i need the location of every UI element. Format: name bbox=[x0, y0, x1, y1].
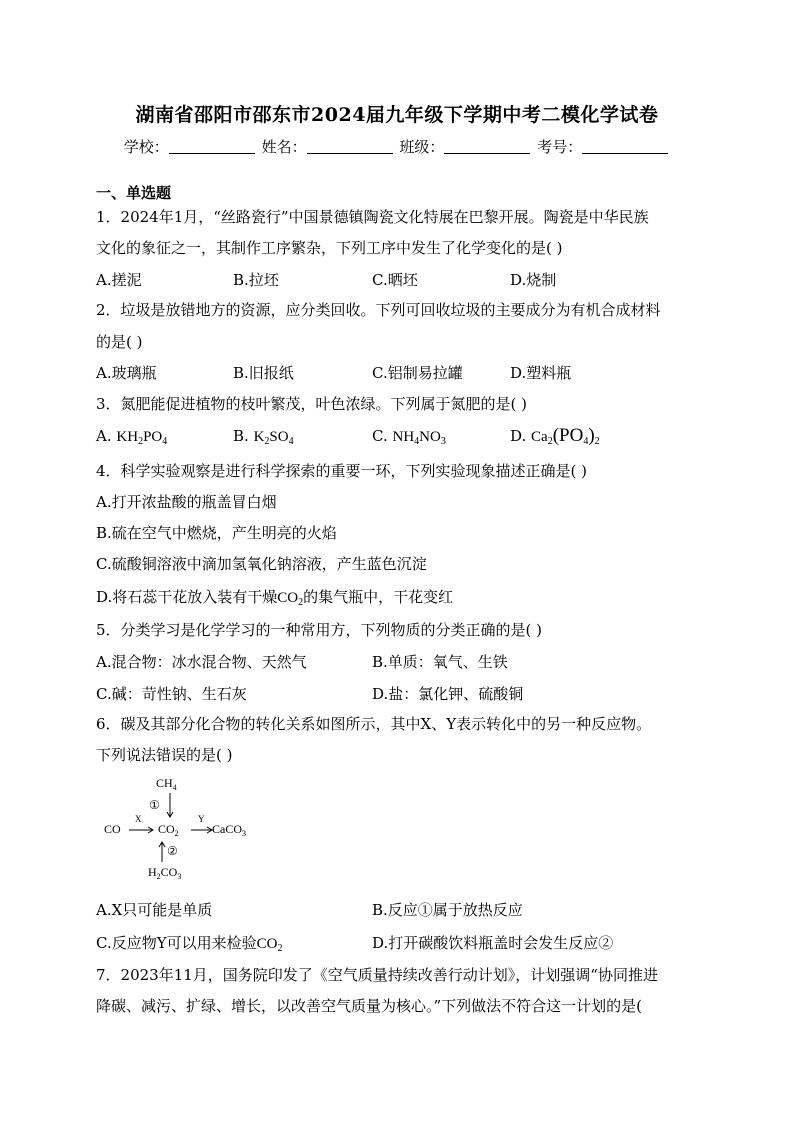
formula-part: Ca bbox=[531, 429, 548, 445]
formula-part: PO bbox=[143, 429, 163, 445]
label-y: Y bbox=[198, 814, 205, 824]
formula-subscript: 2 bbox=[174, 829, 179, 838]
formula-co2 bbox=[257, 936, 283, 952]
q5-option-b: B.单质：氧气、生铁 bbox=[372, 653, 508, 671]
q6-option-d: D.打开碳酸饮料瓶盖时会发生反应② bbox=[372, 934, 614, 952]
school-label: 学校： bbox=[123, 138, 169, 156]
q3-option-a bbox=[96, 427, 167, 447]
exam-number-blank[interactable] bbox=[582, 139, 668, 154]
q5-option-d: D.盐：氯化钾、硫酸铜 bbox=[372, 685, 524, 703]
q3-option-d bbox=[510, 425, 600, 447]
formula-part: CH bbox=[156, 776, 173, 790]
formula-part: CO bbox=[160, 865, 178, 879]
q1-option-d: D.烧制 bbox=[510, 271, 557, 289]
q7-line1: 7．2023年11月，国务院印发了《空气质量持续改善行动计划》，计划强调“协同推进 bbox=[96, 966, 658, 984]
q6-option-c bbox=[96, 932, 282, 954]
q3-option-b-letter: B. bbox=[233, 427, 249, 445]
q1-line1: 1．2024年1月，“丝路瓷行”中国景德镇陶瓷文化特展在巴黎开展。陶瓷是中华民族 bbox=[96, 208, 649, 226]
formula-subscript: 2 bbox=[277, 943, 283, 954]
marker-1: ① bbox=[149, 798, 160, 812]
student-info-row bbox=[0, 136, 794, 157]
formula-part: CO bbox=[158, 822, 175, 836]
label-x: X bbox=[135, 814, 142, 824]
label-caco3 bbox=[212, 822, 246, 838]
name-blank[interactable] bbox=[307, 139, 393, 154]
q4-option-b: B.硫在空气中燃烧，产生明亮的火焰 bbox=[96, 524, 337, 542]
q2-line1: 2．垃圾是放错地方的资源，应分类回收。下列可回收垃圾的主要成分为有机合成材料 bbox=[96, 301, 661, 319]
formula-subscript: 2 bbox=[594, 436, 600, 447]
formula-subscript: 4 bbox=[162, 436, 168, 447]
formula-subscript: 2 bbox=[547, 436, 553, 447]
formula-part: KH bbox=[116, 429, 139, 445]
formula-subscript: 4 bbox=[583, 436, 589, 447]
q2-option-d: D.塑料瓶 bbox=[510, 364, 572, 382]
formula-part: CO bbox=[277, 590, 299, 606]
q4-line1: 4．科学实验观察是进行科学探索的重要一环，下列实验现象描述正确是( ) bbox=[96, 462, 588, 480]
formula-part: (PO bbox=[552, 425, 584, 446]
q3-option-c-letter: C. bbox=[372, 427, 388, 445]
q1-option-c: C.晒坯 bbox=[372, 271, 418, 289]
formula-part: NO bbox=[419, 429, 441, 445]
formula-subscript: 3 bbox=[177, 872, 182, 881]
q4-option-c: C.硫酸铜溶液中滴加氢氧化钠溶液，产生蓝色沉淀 bbox=[96, 555, 427, 573]
q5-option-c: C.碱：苛性钠、生石灰 bbox=[96, 685, 247, 703]
q3-line1: 3．氮肥能促进植物的枝叶繁茂，叶色浓绿。下列属于氮肥的是( ) bbox=[96, 395, 528, 413]
formula-subscript: 2 bbox=[298, 597, 304, 608]
formula-part: K bbox=[253, 429, 265, 445]
q4-option-d-text: D.将石蕊干花放入装有干燥 bbox=[96, 588, 278, 606]
q4-option-a: A.打开浓盐酸的瓶盖冒白烟 bbox=[96, 493, 277, 511]
formula-co2 bbox=[277, 590, 303, 606]
formula-part: NH bbox=[392, 429, 415, 445]
formula-part: CaCO bbox=[212, 822, 242, 836]
formula-subscript: 3 bbox=[242, 829, 246, 838]
marker-2: ② bbox=[167, 844, 178, 858]
q1-line2: 文化的象征之一，其制作工序繁杂，下列工序中发生了化学变化的是( ) bbox=[96, 239, 563, 257]
q6-option-b: B.反应①属于放热反应 bbox=[372, 901, 523, 919]
formula-part: ) bbox=[588, 425, 595, 446]
formula-part: CO bbox=[256, 936, 278, 952]
label-co: CO bbox=[104, 822, 121, 836]
label-ch4 bbox=[156, 776, 177, 792]
q6-option-a: A.X只可能是单质 bbox=[96, 901, 213, 919]
q5-option-a: A.混合物：冰水混合物、天然气 bbox=[96, 653, 307, 671]
q6-option-c-text: C.反应物Y可以用来检验 bbox=[96, 934, 257, 952]
formula-part: H bbox=[148, 865, 157, 879]
page-title: 湖南省邵阳市邵东市2024届九年级下学期中考二模化学试卷 bbox=[135, 104, 659, 126]
formula-subscript: 2 bbox=[156, 872, 161, 881]
formula-ca3po42 bbox=[531, 425, 600, 447]
formula-subscript: 4 bbox=[288, 436, 294, 447]
formula-part: SO bbox=[269, 429, 289, 445]
formula-subscript: 4 bbox=[414, 436, 420, 447]
class-blank[interactable] bbox=[444, 139, 530, 154]
exam-number-label: 考号： bbox=[537, 138, 583, 156]
formula-subscript: 2 bbox=[264, 436, 270, 447]
q4-option-d bbox=[96, 586, 453, 608]
q2-option-a: A.玻璃瓶 bbox=[96, 364, 157, 382]
q1-option-b: B.拉坯 bbox=[233, 271, 279, 289]
formula-subscript: 2 bbox=[138, 436, 144, 447]
q7-line2: 降碳、减污、扩绿、增长，以改善空气质量为核心。”下列做法不符合这一计划的是( bbox=[96, 997, 643, 1015]
q1-option-a: A.搓泥 bbox=[96, 271, 142, 289]
section-title: 一、单选题 bbox=[96, 184, 172, 202]
formula-kh2po4 bbox=[116, 429, 167, 445]
formula-k2so4 bbox=[254, 429, 294, 445]
label-h2co3 bbox=[148, 865, 181, 881]
name-label: 姓名： bbox=[261, 138, 307, 156]
formula-subscript: 4 bbox=[172, 783, 177, 792]
formula-subscript: 3 bbox=[440, 436, 446, 447]
school-blank[interactable] bbox=[169, 139, 255, 154]
q3-option-d-letter: D. bbox=[510, 427, 527, 445]
q3-option-c bbox=[372, 427, 446, 447]
carbon-conversion-diagram bbox=[104, 776, 274, 886]
q5-line1: 5．分类学习是化学学习的一种常用方，下列物质的分类正确的是( ) bbox=[96, 621, 543, 639]
diagram-arrows bbox=[104, 776, 274, 886]
q4-option-d-text: 的集气瓶中，干花变红 bbox=[303, 588, 454, 606]
q2-option-c: C.铝制易拉罐 bbox=[372, 364, 463, 382]
formula-nh4no3 bbox=[393, 429, 446, 445]
label-co2 bbox=[158, 822, 179, 838]
q2-option-b: B.旧报纸 bbox=[233, 364, 294, 382]
q6-line2: 下列说法错误的是( ) bbox=[96, 746, 233, 764]
q2-line2: 的是( ) bbox=[96, 333, 143, 351]
q3-option-a-letter: A. bbox=[96, 427, 112, 445]
q3-option-b bbox=[233, 427, 294, 447]
q6-line1: 6．碳及其部分化合物的转化关系如图所示，其中X、Y表示转化中的另一种反应物。 bbox=[96, 715, 652, 733]
class-label: 班级： bbox=[399, 138, 445, 156]
